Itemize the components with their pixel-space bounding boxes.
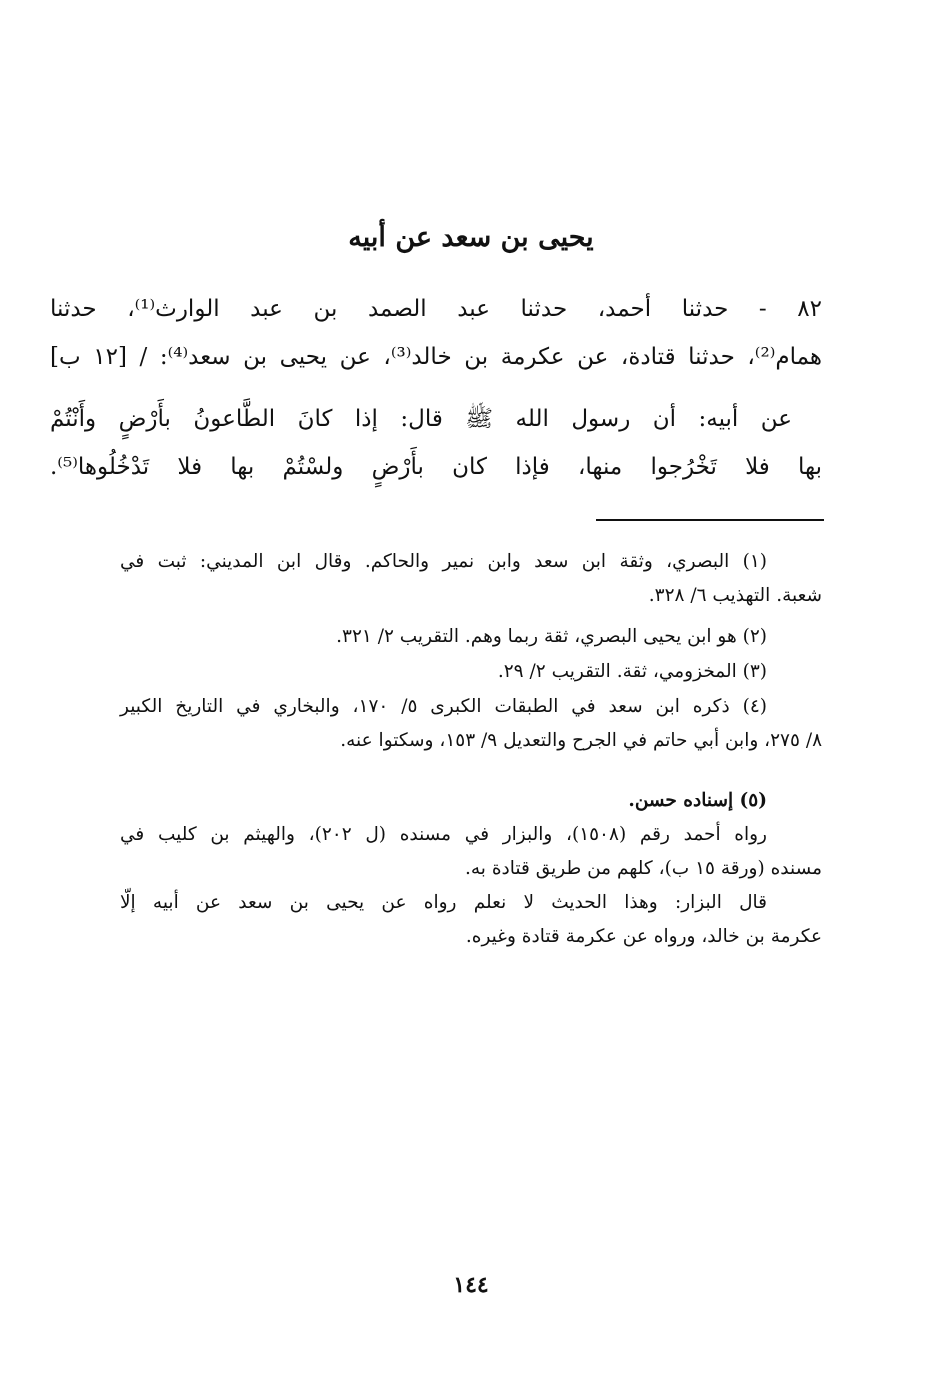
- hadith-line-2: همام⁽²⁾، حدثنا قتادة، عن عكرمة بن خالد⁽³⁾، عن يحيى بن سعد⁽⁴⁾: / [١٢ ب]: [50, 344, 823, 370]
- footnote-4: [120, 690, 822, 758]
- footnote-3: [120, 655, 822, 689]
- hadith-line-4: بها فلا تَخْرُجوا منها، فإذا كان بأَرْضٍ ولسْتُمْ بها فلا تَدْخُلُوها⁽⁵⁾.: [50, 454, 822, 480]
- footnote-4-line-1: (٤) ذكره ابن سعد في الطبقات الكبرى ٥/ ١٧٠، والبخاري في التاريخ الكبير: [120, 696, 767, 717]
- footnote-divider: [596, 519, 824, 521]
- footnote-1: [120, 545, 822, 613]
- footnote-2-line-1: (٢) هو ابن يحيى البصري، ثقة ربما وهم. التقريب ٢/ ٣٢١.: [336, 626, 767, 647]
- footnote-2: [120, 620, 822, 654]
- footnote-5-line-5: عكرمة بن خالد، ورواه عن عكرمة قتادة وغيره.: [465, 926, 822, 947]
- chapter-title: يحيى بن سعد عن أبيه: [348, 222, 594, 253]
- footnote-1-line-1: (١) البصري، وثقة ابن سعد وابن نمير والحاكم. وقال ابن المديني: ثبت في: [120, 551, 767, 572]
- footnote-5-line-4: قال البزار: وهذا الحديث لا نعلم رواه عن يحيى بن سعد عن أبيه إلّا: [120, 892, 767, 913]
- hadith-line-3: عن أبيه: أن رسول الله ﷺ قال: إذا كانَ الطَّاعونُ بأَرْضٍ وأَنْتُمْ: [50, 406, 792, 432]
- hadith-matn: [50, 395, 822, 491]
- footnote-4-line-2: ٨/ ٢٧٥، وابن أبي حاتم في الجرح والتعديل ٩/ ١٥٣، وسكتوا عنه.: [340, 730, 822, 751]
- footnote-5-line-2: رواه أحمد رقم (١٥٠٨)، والبزار في مسنده (ل ٢٠٢)، والهيثم بن كليب في: [120, 824, 767, 845]
- hadith-isnad: [50, 285, 822, 381]
- hadith-line-1: ٨٢ - حدثنا أحمد، حدثنا عبد الصمد بن عبد الوارث⁽¹⁾، حدثنا: [50, 296, 822, 322]
- footnote-1-line-2: شعبة. التهذيب ٦/ ٣٢٨.: [648, 585, 822, 606]
- footnote-3-line-1: (٣) المخزومي، ثقة. التقريب ٢/ ٢٩.: [497, 661, 767, 682]
- page-number: ١٤٤: [453, 1272, 489, 1298]
- footnote-5-line-1: (٥) إسناده حسن.: [628, 790, 767, 811]
- footnote-5: [120, 784, 822, 954]
- footnote-5-line-3: مسنده (ورقة ١٥ ب)، كلهم من طريق قتادة به.: [465, 858, 822, 879]
